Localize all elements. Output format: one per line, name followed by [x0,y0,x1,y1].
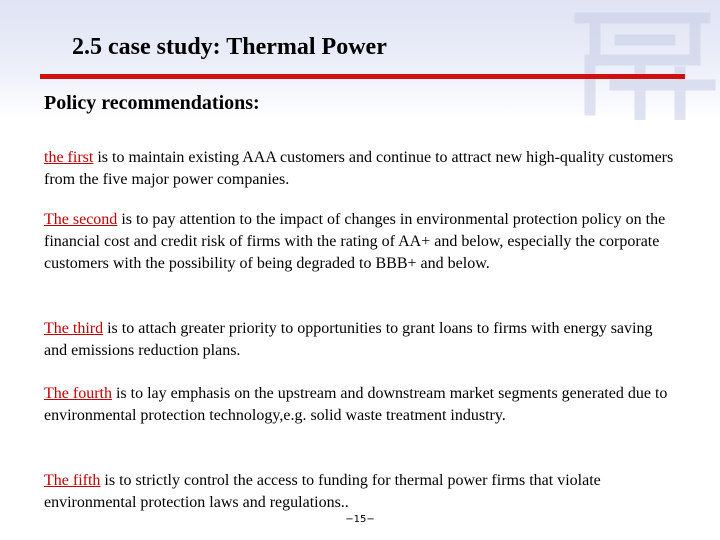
recommendation-text: is to lay emphasis on the upstream and downstream market segments generated due to environmental protection technology,e.g. solid waste treatment industry. [44,385,668,424]
recommendation-paragraph [44,209,674,275]
page-number: −15− [345,514,375,525]
recommendation-text: is to attach greater priority to opportunities to grant loans to firms with energy saving and emissions reduction plans. [44,320,653,359]
recommendation-ordinal: The second [44,211,118,228]
recommendation-paragraph [44,147,674,191]
recommendation-paragraph [44,383,674,427]
slide-title: 2.5 case study: Thermal Power [72,34,387,60]
recommendation-text: is to pay attention to the impact of changes in environmental protection policy on the financial cost and credit risk of firms with the rating of AA+ and below, especially the corporate customers with the possibility of being degraded to BBB+ and below. [44,211,666,272]
recommendation-text: is to maintain existing AAA customers and continue to attract new high-quality customers from the five major power companies. [44,149,674,188]
bank-logo-icon [520,0,720,120]
recommendation-paragraph [44,470,674,514]
title-divider [40,74,685,79]
recommendation-paragraph [44,318,674,362]
recommendation-ordinal: The fifth [44,472,101,489]
section-heading: Policy recommendations: [44,92,260,114]
recommendation-ordinal: the first [44,149,94,166]
recommendation-text: is to strictly control the access to funding for thermal power firms that violate environmental protection laws and regulations.. [44,472,601,511]
recommendation-ordinal: The fourth [44,385,112,402]
recommendation-ordinal: The third [44,320,104,337]
